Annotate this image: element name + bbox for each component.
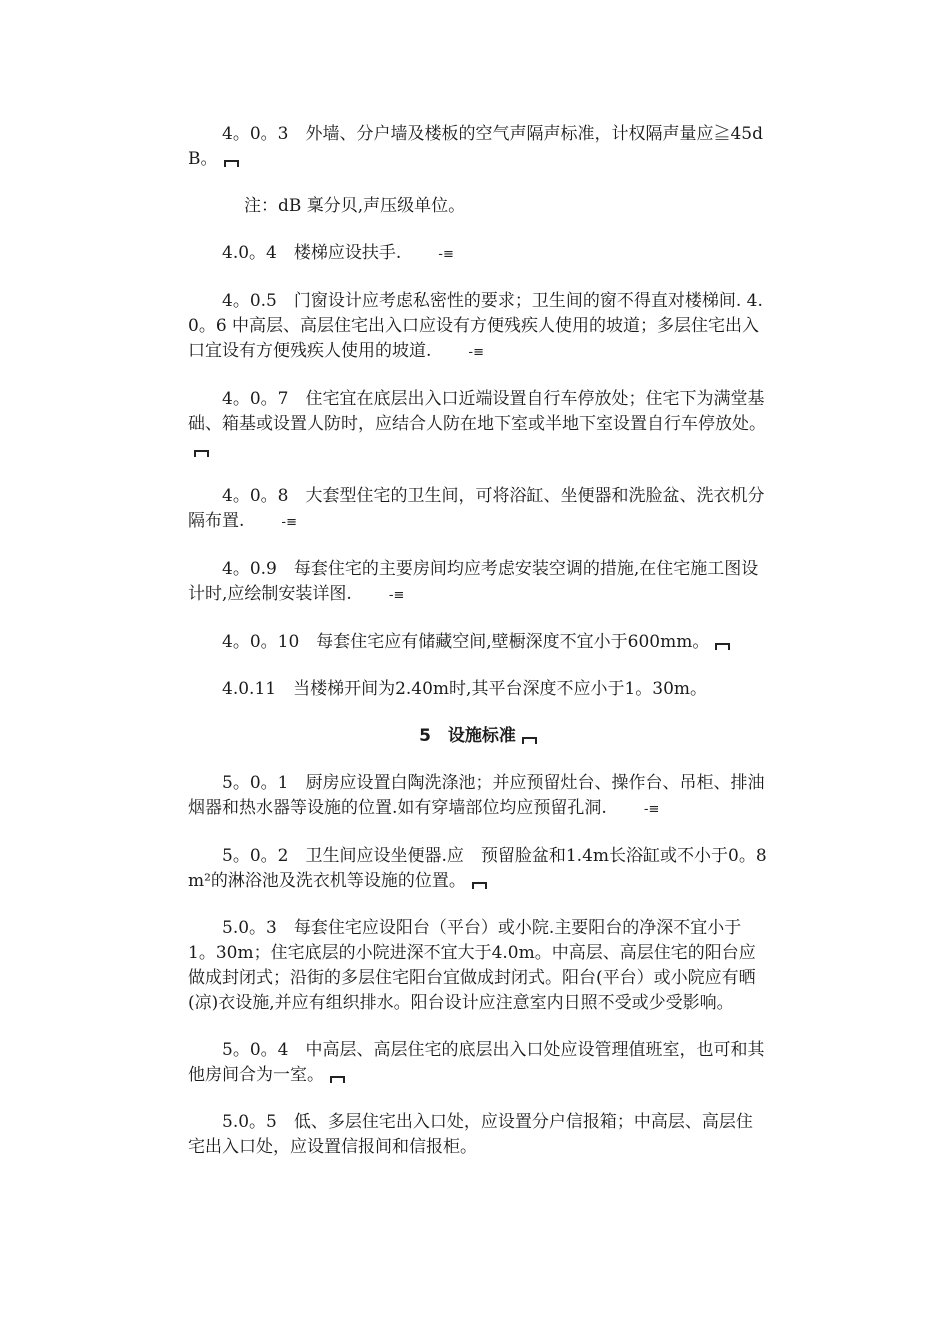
bracket-mark-icon bbox=[715, 643, 730, 650]
clause-5-0-2 bbox=[188, 844, 768, 894]
dash-mark-icon: -≡ bbox=[281, 515, 297, 530]
clause-text: 5。0。1 厨房应设置白陶洗涤池；并应预留灶台、操作台、吊柜、排油烟器和热水器等设施的位置.如有穿墙部位均应预留孔洞. bbox=[188, 773, 765, 818]
bracket-mark-icon bbox=[522, 737, 537, 744]
clause-5-0-4 bbox=[188, 1038, 768, 1088]
clause-5-0-3 bbox=[188, 916, 768, 1016]
clause-text: 5.0。3 每套住宅应设阳台（平台）或小院.主要阳台的净深不宜小于1。30m；住宅底层的小院进深不宜大于4.0m。中高层、高层住宅的阳台应做成封闭式；沿街的多层住宅阳台宜做成封闭式。阳台(平台）或小院应有晒(凉)衣设施,并应有组织排水。阳台设计应注意室内日照不受或少受影响。 bbox=[188, 918, 756, 1013]
section-heading bbox=[188, 724, 768, 749]
section-heading-text: 5 设施标准 bbox=[419, 726, 516, 746]
bracket-mark-icon bbox=[224, 160, 239, 167]
clause-5-0-1 bbox=[188, 771, 768, 822]
clause-4-0-5 bbox=[188, 289, 768, 365]
clause-text: 4。0.5 门窗设计应考虑私密性的要求；卫生间的窗不得直对楼梯间. 4.0。6 中高层、高层住宅出入口应设有方便残疾人使用的坡道；多层住宅出入口宜设有方便残疾人使用的坡道. bbox=[188, 291, 763, 361]
clause-text: 5。0。2 卫生间应设坐便器.应 预留脸盆和1.4m长浴缸或不小于0。8m²的淋浴池及洗衣机等设施的位置。 bbox=[188, 846, 767, 891]
clause-4-0-7 bbox=[188, 387, 768, 462]
clause-text: 4。0。10 每套住宅应有储藏空间,壁橱深度不宜小于600mm。 bbox=[222, 632, 710, 652]
clause-text: 4。0。7 住宅宜在底层出入口近端设置自行车停放处；住宅下为满堂基础、箱基或设置人防时，应结合人防在地下室或半地下室设置自行车停放处。 bbox=[188, 389, 766, 434]
clause-4-0-11 bbox=[188, 677, 768, 702]
clause-4-0-3 bbox=[188, 122, 768, 172]
bracket-mark-icon bbox=[472, 882, 487, 889]
document-page bbox=[188, 122, 768, 1182]
clause-4-0-8 bbox=[188, 484, 768, 535]
clause-text: 4。0.9 每套住宅的主要房间均应考虑安装空调的措施,在住宅施工图设计时,应绘制安装详图. bbox=[188, 559, 759, 604]
clause-4-0-10 bbox=[188, 630, 768, 655]
clause-text: 4。0。3 外墙、分户墙及楼板的空气声隔声标准，计权隔声量应≧45dB。 bbox=[188, 124, 763, 169]
clause-text: 4.0。4 楼梯应设扶手. bbox=[222, 243, 402, 263]
clause-text: 4.0.11 当楼梯开间为2.40m时,其平台深度不应小于1。30m。 bbox=[222, 679, 708, 699]
clause-4-0-9 bbox=[188, 557, 768, 608]
note-db bbox=[188, 194, 768, 219]
dash-mark-icon: -≡ bbox=[388, 588, 405, 603]
dash-mark-icon: -≡ bbox=[468, 345, 484, 360]
clause-text: 4。0。8 大套型住宅的卫生间，可将浴缸、坐便器和洗脸盆、洗衣机分隔布置. bbox=[188, 486, 765, 531]
dash-mark-icon: -≡ bbox=[438, 247, 454, 262]
dash-mark-icon: -≡ bbox=[643, 802, 660, 817]
clause-text: 5.0。5 低、多层住宅出入口处，应设置分户信报箱；中高层、高层住宅出入口处，应设置信报间和信报柜。 bbox=[188, 1112, 753, 1157]
bracket-mark-icon bbox=[194, 450, 209, 457]
clause-4-0-4 bbox=[188, 241, 768, 267]
clause-5-0-5 bbox=[188, 1110, 768, 1160]
bracket-mark-icon bbox=[330, 1076, 345, 1083]
clause-text: 5。0。4 中高层、高层住宅的底层出入口处应设管理值班室，也可和其他房间合为一室。 bbox=[188, 1040, 765, 1085]
note-text: 注：dB 稟分贝,声压级单位。 bbox=[244, 196, 466, 216]
